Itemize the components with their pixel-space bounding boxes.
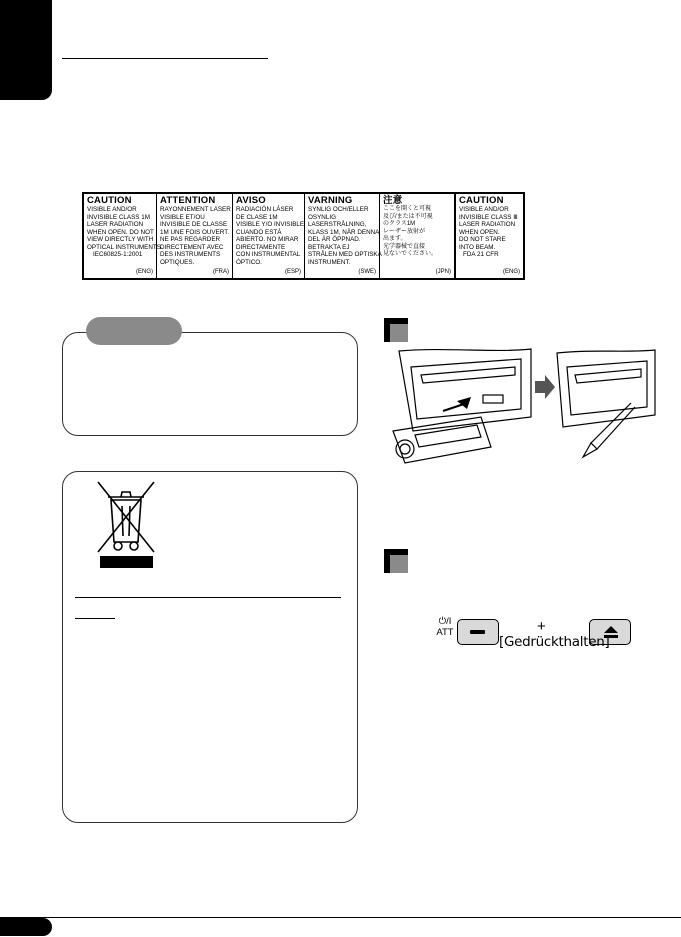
- language-code: (ESP): [284, 269, 301, 275]
- minus-icon: [470, 630, 485, 634]
- caution-heading: CAUTION: [87, 195, 132, 206]
- plus-sign: +: [537, 618, 546, 635]
- caution-line: のクラス1M: [383, 221, 416, 227]
- caution-line: ABIERTO. NO MIRAR: [236, 236, 299, 243]
- caution-line: KLASS 1M, NÄR DENNA: [308, 228, 380, 236]
- caution-line: レーザー放射が: [383, 228, 426, 235]
- note-box: [62, 332, 358, 436]
- note-heading-pill: [86, 317, 182, 345]
- power-att-label: [435, 616, 455, 638]
- att-label: ATT: [436, 627, 454, 638]
- power-icon: ⏻/I: [438, 616, 452, 627]
- caution-line: CON INSTRUMENTAL: [236, 251, 301, 258]
- caution-line: STRÅLEN MED OPTISKA: [308, 251, 382, 258]
- caution-line: OSYNLIG: [308, 213, 336, 221]
- disposal-subheading-underline: [75, 618, 115, 619]
- language-code: (SWE): [358, 269, 376, 275]
- caution-line: DE CLASE 1M: [236, 213, 278, 221]
- caution-line: VISIBLE AND/OR: [459, 206, 509, 213]
- language-code: (ENG): [503, 269, 520, 275]
- caution-heading: ATTENTION: [160, 195, 216, 206]
- title-rule: [62, 58, 268, 59]
- caution-line: INVISIBLE DE CLASSE: [160, 221, 228, 228]
- caution-cell-eng-fda: [456, 194, 523, 278]
- caution-line: DIRECTEMENT AVEC: [160, 243, 224, 251]
- caution-line: FDA 21 CFR: [463, 251, 499, 258]
- caution-line: ここを開くと可視: [383, 206, 432, 212]
- caution-line: 及び/または不可視: [383, 213, 433, 220]
- caution-line: CUANDO ESTÁ: [236, 228, 282, 236]
- caution-line: DES INSTRUMENTS: [160, 251, 221, 258]
- language-tab: [0, 0, 52, 100]
- next-step-arrow-icon: [535, 375, 555, 399]
- caution-cell-jpn: [380, 194, 456, 278]
- caution-cell-eng: [84, 194, 163, 278]
- caution-heading: VARNING: [308, 195, 353, 206]
- caution-cell-fra: [157, 194, 233, 278]
- caution-line: INVISIBLE CLASS 1M: [87, 213, 150, 221]
- caution-line: SYNLIG OCH/ELLER: [308, 206, 369, 213]
- caution-line: VISIBLE Y/O INVISIBLE: [236, 221, 305, 228]
- caution-heading: CAUTION: [459, 195, 504, 206]
- caution-line: ÓPTICO.: [236, 258, 262, 266]
- caution-cell-swe: [305, 194, 380, 278]
- caution-line: IEC60825-1:2001: [93, 251, 143, 258]
- caution-line: DIRECTAMENTE: [236, 243, 286, 251]
- caution-line: BETRAKTA EJ: [308, 243, 350, 251]
- disposal-divider: [75, 597, 341, 598]
- section-marker-2: [384, 549, 408, 573]
- caution-line: 1M UNE FOIS OUVERT.: [160, 228, 230, 236]
- language-code: (FRA): [213, 269, 229, 275]
- caution-heading: 注意: [383, 195, 403, 206]
- footer-rule: [0, 917, 681, 918]
- caution-line: 見ないでください。: [383, 251, 438, 257]
- panel-detach-cleaning-illustration: [385, 345, 663, 470]
- caution-line: WHEN OPEN.: [459, 228, 500, 236]
- caution-line: OPTICAL INSTRUMENTS.: [87, 243, 163, 251]
- caution-heading: AVISO: [236, 195, 266, 206]
- caution-line: LASERSTRÅLNING,: [308, 221, 367, 228]
- caution-cell-esp: [233, 194, 305, 278]
- caution-line: DEL ÄR ÖPPNAD.: [308, 236, 361, 243]
- caution-line: INTO BEAM.: [459, 243, 496, 251]
- caution-line: INVISIBLE CLASS Ⅲ: [459, 213, 518, 221]
- caution-line: WHEN OPEN. DO NOT: [87, 228, 154, 236]
- weee-bar-icon: [100, 556, 153, 568]
- caution-line: LASER RADIATION: [87, 221, 144, 228]
- caution-line: VISIBLE ET/OU: [160, 213, 205, 221]
- caution-line: DO NOT STARE: [459, 236, 506, 243]
- caution-line: VIEW DIRECTLY WITH: [87, 236, 154, 243]
- laser-caution-label: [82, 192, 525, 280]
- caution-line: OPTIQUES.: [160, 258, 195, 266]
- caution-line: 出ます。: [383, 236, 407, 242]
- caution-line: 光学器械で直接: [383, 243, 426, 250]
- att-minus-button[interactable]: [457, 619, 499, 645]
- caution-line: VISIBLE AND/OR: [87, 206, 137, 213]
- page-number-tab: [0, 918, 52, 936]
- caution-line: RAYONNEMENT LASER: [160, 206, 231, 213]
- caution-line: LASER RADIATION: [459, 221, 516, 228]
- language-code: (JPN): [435, 269, 451, 275]
- language-code: (ENG): [136, 269, 153, 275]
- hold-label: [Gedrückthalten]: [499, 634, 610, 650]
- caution-line: RADIACIÓN LÁSER: [236, 206, 294, 213]
- caution-line: INSTRUMENT.: [308, 258, 351, 266]
- crossed-out-wheelie-bin-icon: [94, 480, 158, 556]
- section-marker-1: [384, 318, 408, 342]
- caution-line: NE PAS REGARDER: [160, 236, 221, 243]
